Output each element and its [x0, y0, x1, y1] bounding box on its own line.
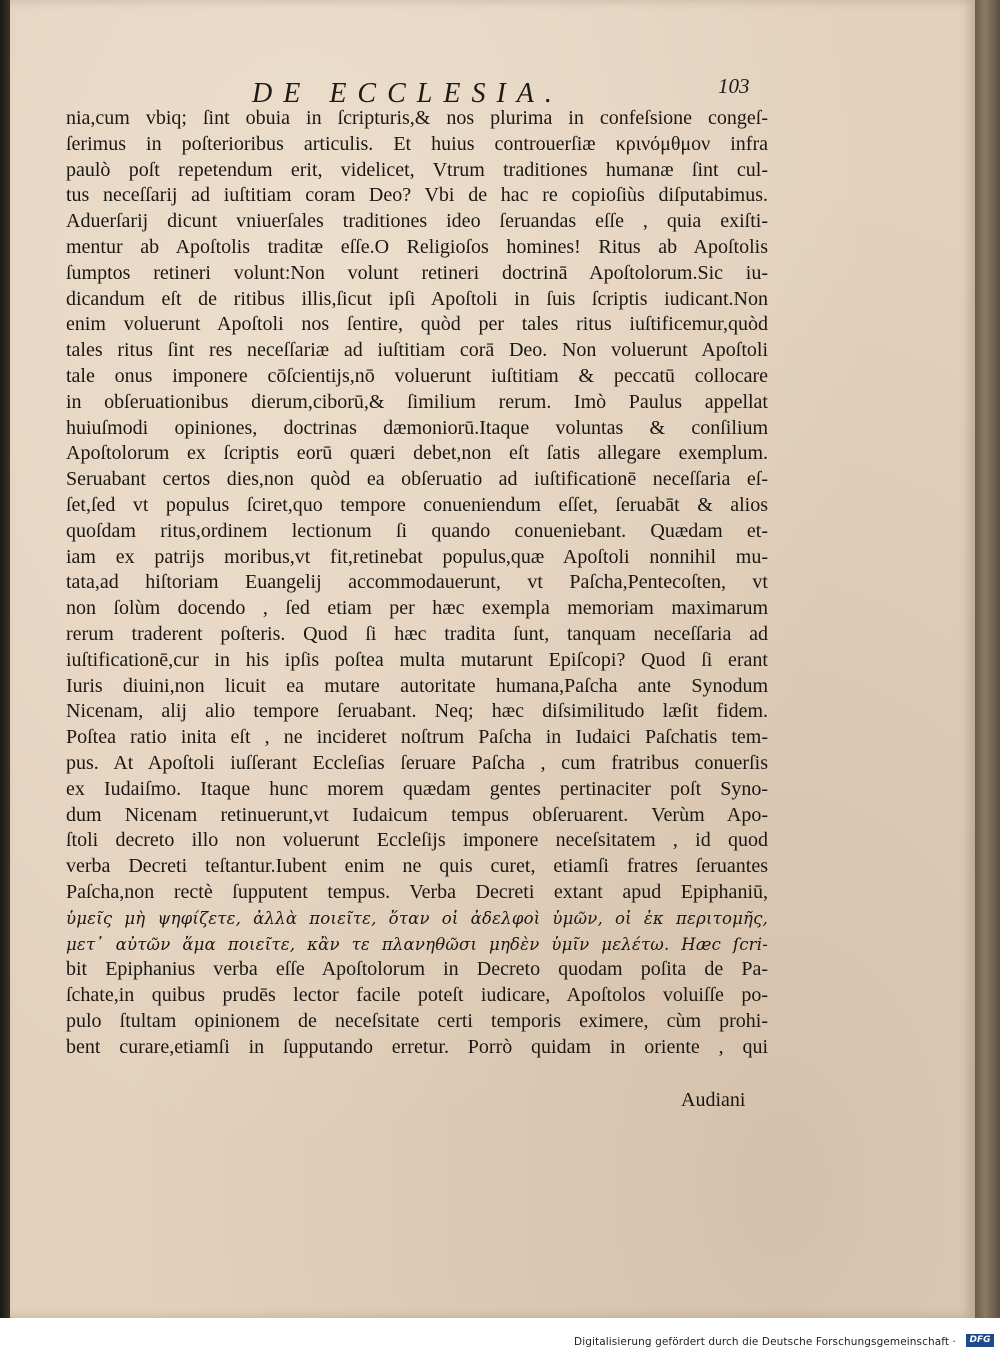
- text-line: paulò poſt repetendum erit, videlicet, Vtrum traditiones humanæ ſint cul-: [66, 158, 768, 181]
- text-line: dicandum eſt de ritibus illis,ſicut ipſi Apoſtoli in ſuis ſcriptis iudicant.Non: [66, 287, 768, 310]
- text-line: bit Epiphanius verba eſſe Apoſtolorum in Decreto quodam poſita de Pa-: [66, 958, 768, 981]
- dfg-logo: DFG: [966, 1334, 994, 1347]
- text-line: Apoſtolorum ex ſcriptis eorū quæri debet,non eſt ſatis allegare exemplum.: [66, 442, 768, 465]
- greek-text-line: ὑμεῖς μὴ ψηφίζετε, ἀλλὰ ποιεῖτε, ὅταν οἱ ἀδελφοὶ ὑμῶν, οἱ ἐκ περιτομῆς,: [66, 908, 768, 928]
- greek-text-line: μετ᾽ αὐτῶν ἅμα ποιεῖτε, κἂν τε πλανηθῶσι μηδὲν ὑμῖν μελέτω. Hæc ſcri-: [66, 934, 768, 954]
- text-line: Poſtea ratio inita eſt , ne incideret noſtrum Paſcha in Iudaici Paſchatis tem-: [66, 726, 768, 749]
- text-line: verba Decreti teſtantur.Iubent enim ne quis curet, etiamſi fratres ſeruantes: [66, 855, 768, 878]
- text-line: ſtoli decreto illo non voluerunt Eccleſijs imponere neceſsitatem , id quod: [66, 829, 768, 852]
- text-line: Iuris diuini,non licuit ea mutare autoritate humana,Paſcha ante Synodum: [66, 674, 768, 697]
- text-line: quoſdam ritus,ordinem lectionum ſi quando conueniebant. Quædam et-: [66, 519, 768, 542]
- page-edge-right: [975, 0, 1000, 1318]
- page-number: 103: [718, 74, 750, 98]
- text-line: bent curare,etiamſi in ſupputando erretur. Porrò quidam in oriente , qui: [66, 1035, 768, 1058]
- text-line: ſchate,in quibus prudēs lector facile poteſt iudicare, Apoſtolos voluiſſe po-: [66, 984, 768, 1007]
- text-line: tale onus imponere cōſcientijs,nō voluerunt iuſtitiam & peccatū collocare: [66, 364, 768, 387]
- text-line: huiuſmodi opiniones, doctrinas dæmoniorū.Itaque voluntas & conſilium: [66, 416, 768, 439]
- text-line: tales ritus ſint res neceſſariæ ad iuſtitiam corā Deo. Non voluerunt Apoſtoli: [66, 339, 768, 362]
- text-line: enim voluerunt Apoſtoli nos ſentire, quòd per tales ritus iuſtificemur,quòd: [66, 313, 768, 336]
- text-line: dum Nicenam retinuerunt,vt Iudaicum tempus obſeruarent. Verùm Apo-: [66, 803, 768, 826]
- text-line: mentur ab Apoſtolis traditæ eſſe.O Religioſos homines! Ritus ab Apoſtolis: [66, 235, 768, 258]
- body-text: [66, 106, 768, 1060]
- text-line: in obſeruationibus dierum,ciborū,& ſimilium rerum. Imò Paulus appellat: [66, 390, 768, 413]
- text-line: ex Iudaiſmo. Itaque hunc morem quædam gentes pertinaciter poſt Syno-: [66, 777, 768, 800]
- text-line: rerum traderent poſteris. Quod ſi hæc tradita ſunt, tanquam neceſſaria ad: [66, 622, 768, 645]
- text-line: ſumptos retineri volunt:Non volunt retineri doctrinā Apoſtolorum.Sic iu-: [66, 261, 768, 284]
- text-line: tus neceſſarij ad iuſtitiam coram Deo? Vbi de hac re copioſiùs diſputabimus.: [66, 184, 768, 207]
- funding-credit: Digitalisierung gefördert durch die Deutsche Forschungsgemeinschaft ·: [574, 1336, 956, 1348]
- text-line: non ſolùm docendo , ſed etiam per hæc exempla memoriam maximarum: [66, 597, 768, 620]
- text-line: tata,ad hiſtoriam Euangelij accommodauerunt, vt Paſcha,Pentecoſten, vt: [66, 571, 768, 594]
- text-line: Seruabant certos dies,non quòd ea obſeruatio ad iuſtificationē neceſſaria eſ-: [66, 468, 768, 491]
- text-line: iuſtificationē,cur in his ipſis poſtea multa mutarunt Epiſcopi? Quod ſi erant: [66, 648, 768, 671]
- text-line: Aduerſarij dicunt vniuerſales traditiones ideo ſeruandas eſſe , quia exiſti-: [66, 210, 768, 233]
- text-line: iam ex patrijs moribus,vt fit,retinebat populus,quæ Apoſtoli nonnihil mu-: [66, 545, 768, 568]
- text-line: nia,cum vbiq; ſint obuia in ſcripturis,& nos plurima in confeſsione congeſ-: [66, 107, 768, 129]
- text-line: ſet,ſed vt populus ſciret,quo tempore conueniendum eſſet, ſeruabāt & alios: [66, 493, 768, 516]
- text-line: Paſcha,non rectè ſupputent tempus. Verba Decreti extant apud Epiphaniū,: [66, 880, 768, 903]
- text-line: ſerimus in poſterioribus articulis. Et huius controuerſiæ κρινόμθμον infra: [66, 132, 768, 155]
- running-head: DE ECCLESIA.: [252, 78, 563, 109]
- book-binding-left: [0, 0, 10, 1318]
- text-line: Nicenam, alij alio tempore ſeruabant. Neq; hæc diſsimilitudo læſit fidem.: [66, 700, 768, 723]
- text-line: pus. At Apoſtoli iuſſerant Eccleſias ſeruare Paſcha , cum fratribus conuerſis: [66, 751, 768, 774]
- text-line: pulo ſtultam opinionem de neceſsitate certi temporis eximere, cùm prohi-: [66, 1009, 768, 1032]
- catchword: Audiani: [681, 1089, 746, 1111]
